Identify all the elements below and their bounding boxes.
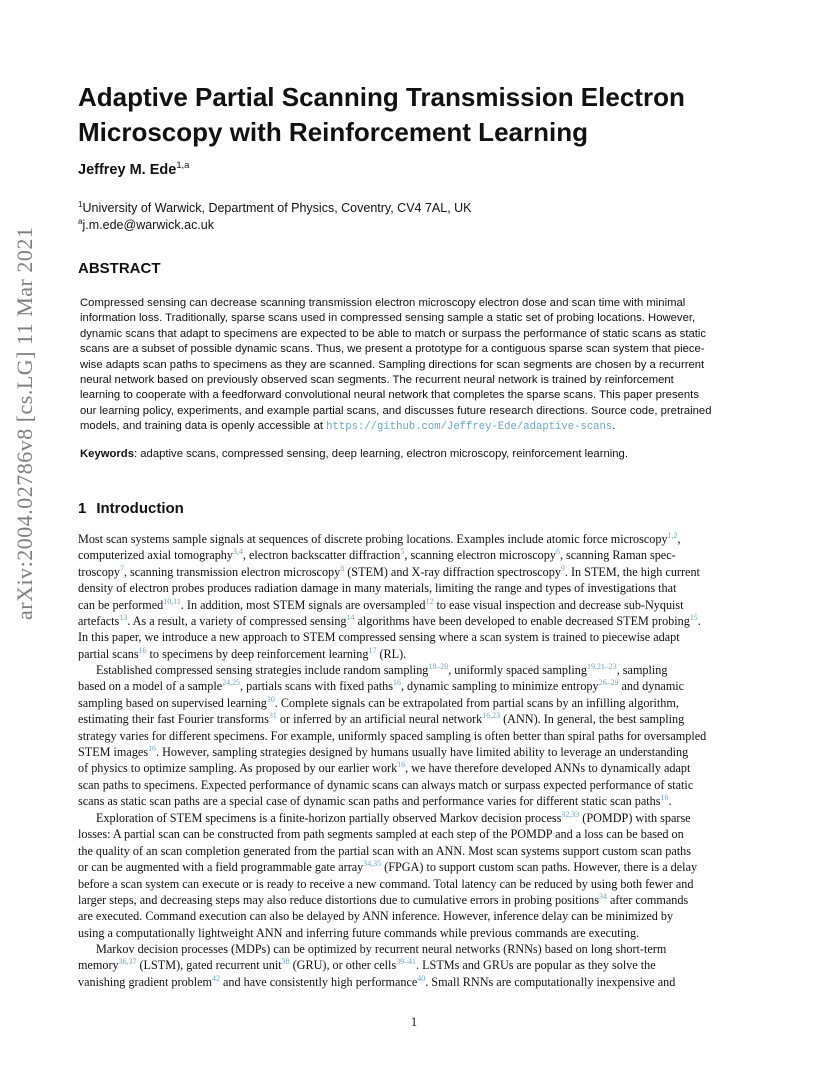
text-run: memory xyxy=(78,958,119,973)
citation-link[interactable]: 13 xyxy=(119,612,128,622)
text-line xyxy=(78,826,754,842)
citation-link[interactable]: 38 xyxy=(281,957,290,967)
text-line xyxy=(78,547,754,563)
text-run: or can be augmented with a field programmable gate array xyxy=(78,860,364,875)
text-line xyxy=(78,810,754,826)
text-line xyxy=(78,843,754,859)
text-line xyxy=(78,744,754,760)
text-run: . xyxy=(668,794,672,809)
affiliation xyxy=(78,200,472,217)
citation-link[interactable]: 8 xyxy=(340,563,345,573)
text-run: . Small RNNs are computationally inexpensive and xyxy=(425,974,676,989)
text-run: . In addition, most STEM signals are oversampled xyxy=(180,597,426,612)
text-line xyxy=(78,613,754,629)
text-line xyxy=(78,908,754,924)
text-run: . xyxy=(697,614,701,629)
text-run: vanishing gradient problem xyxy=(78,974,213,989)
text-run: larger steps, and decreasing steps may also reduce distortions due to cumulative errors in probing positions xyxy=(78,893,600,908)
citation-link[interactable]: 16 xyxy=(138,645,147,655)
text-run: , scanning electron microscopy xyxy=(404,548,556,563)
paper-title xyxy=(78,80,758,150)
affiliations xyxy=(78,200,472,234)
affiliation-email xyxy=(78,217,472,234)
keywords xyxy=(80,447,752,462)
text-line xyxy=(78,876,754,892)
text-run: , dynamic sampling to minimize entropy xyxy=(400,679,599,694)
citation-link[interactable]: 30 xyxy=(266,694,275,704)
abstract-line: Compressed sensing can decrease scanning transmission electron microscopy electron dose and scan time with minimal xyxy=(80,297,686,309)
text-run: before a scan system can execute or is ready to receive a new command. Total latency can be reduced by using both fewer and xyxy=(78,876,694,891)
text-run: Markov decision processes (MDPs) can be optimized by recurrent neural networks (RNNs) based on long short-term xyxy=(96,942,667,956)
abstract-line: information loss. Traditionally, sparse scans used in compressed sensing sample a static set of probing locations. However, xyxy=(80,312,696,325)
abstract-line: wise adapts scan paths to specimens as they are scanned. Sampling directions for scan segments are chosen by a recurrent xyxy=(80,358,705,371)
title-line: Adaptive Partial Scanning Transmission Electron xyxy=(78,82,685,112)
text-line xyxy=(78,941,754,957)
code-link[interactable]: https://github.com/Jeffrey-Ede/adaptive-scans xyxy=(326,421,613,434)
author xyxy=(78,159,190,178)
paragraph xyxy=(78,662,754,810)
text-run: , partials scans with fixed paths xyxy=(240,679,394,694)
abstract-line: dynamic scans that adapt to specimens are expected to be able to match or surpass the performance of static scans as static xyxy=(80,327,707,340)
citation-link[interactable]: 17 xyxy=(368,645,377,655)
text-line xyxy=(78,629,754,645)
paragraph xyxy=(78,531,754,662)
citation-link[interactable]: 40 xyxy=(417,973,426,983)
text-run: and dynamic xyxy=(618,679,685,694)
text-line xyxy=(78,892,754,908)
text-line xyxy=(78,695,754,711)
text-run: after commands xyxy=(606,893,689,908)
abstract-line: scans are a subset of possible dynamic scans. Thus, we present a prototype for a contiguous sparse scan system that piece- xyxy=(80,343,705,356)
paragraph xyxy=(78,941,754,990)
citation-link[interactable]: 3,4 xyxy=(233,547,243,557)
text-run: . However, sampling strategies designed by humans usually have limited ability to leverage an understanding xyxy=(156,745,689,760)
arxiv-stamp: arXiv:2004.02786v8 [cs.LG] 11 Mar 2021 xyxy=(12,226,37,620)
text-run: scans as static scan paths are a special case of dynamic scan paths and performance varies for different static scan paths xyxy=(78,794,661,809)
text-run: . As a result, a variety of compressed sensing xyxy=(127,614,347,629)
text-line xyxy=(78,957,754,973)
text-line xyxy=(78,793,754,809)
email-text: j.m.ede@warwick.ac.uk xyxy=(82,218,214,232)
text-line xyxy=(78,974,754,990)
keywords-label: Keywords xyxy=(80,448,134,460)
text-line xyxy=(78,859,754,875)
citation-link[interactable]: 16 xyxy=(660,793,669,803)
text-run: (LSTM), gated recurrent unit xyxy=(136,958,282,973)
text-run: Exploration of STEM specimens is a finite-horizon partially observed Markov decision process xyxy=(96,811,562,825)
text-run: sampling based on supervised learning xyxy=(78,695,267,710)
text-line xyxy=(78,564,754,580)
section-heading-introduction xyxy=(78,500,184,517)
text-run: scan paths to specimens. Expected performance of dynamic scans can always match or surpass expected performance of static xyxy=(78,777,694,792)
text-run: In this paper, we introduce a new approach to STEM compressed sensing where a scan system is trained to piecewise adapt xyxy=(78,630,680,645)
text-run: using a computationally lightweight ANN and inferring future commands while previous commands are executing. xyxy=(78,925,640,940)
citation-link[interactable]: 26–29 xyxy=(598,678,619,688)
text-run: , uniformly spaced sampling xyxy=(448,663,587,677)
text-run: algorithms have been developed to enable decreased STEM probing xyxy=(354,614,690,629)
author-sup: 1,a xyxy=(176,159,190,171)
text-run: or inferred by an artificial neural network xyxy=(276,712,483,727)
abstract-text: . xyxy=(612,420,616,433)
text-run: estimating their fast Fourier transforms xyxy=(78,712,269,727)
abstract-text: models, and training data is openly accessible at xyxy=(80,420,327,433)
text-run: partial scans xyxy=(78,646,139,661)
text-run: artefacts xyxy=(78,614,120,629)
text-run: based on a model of a sample xyxy=(78,679,223,694)
abstract-body xyxy=(80,296,752,436)
text-line xyxy=(78,760,754,776)
author-name: Jeffrey M. Ede xyxy=(78,162,177,178)
citation-link[interactable]: 12 xyxy=(425,596,434,606)
text-run: , scanning Raman spec- xyxy=(559,548,676,563)
citation-link[interactable]: 6 xyxy=(555,547,560,557)
citation-link[interactable]: 34 xyxy=(599,891,607,901)
citation-link[interactable]: 31 xyxy=(268,711,277,721)
text-run: (STEM) and X-ray diffraction spectroscopy xyxy=(344,564,561,579)
page-number: 1 xyxy=(410,1015,418,1029)
text-run: and have consistently high performance xyxy=(219,974,418,989)
affiliation-sup: a xyxy=(78,216,83,226)
text-run: (FPGA) to support custom scan paths. However, there is a delay xyxy=(381,860,698,875)
text-run: density of electron probes produces radiation damage in many materials, limiting the range and types of investigations that xyxy=(78,581,677,596)
title-line: Microscopy with Reinforcement Learning xyxy=(78,117,588,147)
text-run: to ease visual inspection and decrease sub-Nyquist xyxy=(433,597,684,612)
text-run: the quality of an scan completion generated from the partial scan with an ANN. Most scan systems support custom scan paths xyxy=(78,843,691,858)
text-run: strategy varies for different specimens. For example, uniformly spaced sampling is often better than spiral paths for oversampled xyxy=(78,728,707,743)
text-line xyxy=(78,777,754,793)
citation-link[interactable]: 18–20 xyxy=(428,661,449,671)
text-run: (RL). xyxy=(376,646,407,661)
text-run: Most scan systems sample signals at sequences of discrete probing locations. Examples include atomic force microscopy xyxy=(78,532,668,546)
text-run: of physics to optimize sampling. As proposed by our earlier work xyxy=(78,761,398,776)
section-number: 1 xyxy=(78,500,87,517)
affiliation-text: University of Warwick, Department of Physics, Coventry, CV4 7AL, UK xyxy=(82,201,472,215)
citation-link[interactable]: 34,35 xyxy=(363,859,382,869)
text-line xyxy=(78,662,754,678)
text-line xyxy=(78,531,754,547)
citation-link[interactable]: 39–41 xyxy=(396,957,416,967)
affiliation-sup: 1 xyxy=(78,199,83,209)
citation-link[interactable]: 14 xyxy=(346,612,355,622)
text-line xyxy=(78,678,754,694)
citation-link[interactable]: 16 xyxy=(148,743,156,753)
citation-link[interactable]: 1,2 xyxy=(667,530,678,540)
text-run: (GRU), or other cells xyxy=(289,958,397,973)
citation-link[interactable]: 16 xyxy=(397,760,406,770)
text-run: . LSTMs and GRUs are popular as they solve the xyxy=(416,958,656,973)
text-run: to specimens by deep reinforcement learning xyxy=(146,646,369,661)
citation-link[interactable]: 19,21–23 xyxy=(586,661,617,671)
text-run: computerized axial tomography xyxy=(78,548,233,563)
paragraph xyxy=(78,810,754,941)
citation-link[interactable]: 5 xyxy=(400,547,405,557)
abstract-heading: ABSTRACT xyxy=(78,260,161,277)
abstract-line: neural network based on previously observed scan segments. The recurrent neural network is trained by reinforcement xyxy=(80,374,674,387)
text-run: losses: A partial scan can be constructed from path segments sampled at each step of the POMDP and a loss can be based on xyxy=(78,827,684,842)
text-run: (ANN). In general, the best sampling xyxy=(500,712,685,727)
text-run: , sampling xyxy=(616,663,668,677)
text-line xyxy=(78,646,754,662)
citation-link[interactable]: 9 xyxy=(560,563,565,573)
text-run: STEM images xyxy=(78,745,149,760)
citation-link[interactable]: 42 xyxy=(212,973,220,983)
text-run: , xyxy=(677,532,681,546)
citation-link[interactable]: 15 xyxy=(689,612,698,622)
text-run: , we have therefore developed ANNs to dynamically adapt xyxy=(405,761,691,776)
text-run: . In STEM, the high current xyxy=(564,564,700,579)
abstract-line: learning to cooperate with a feedforward convolutional neural network that completes the sparse scans. This paper presents xyxy=(80,389,699,402)
citation-link[interactable]: 36,37 xyxy=(118,957,137,967)
text-run: can be performed xyxy=(78,597,164,612)
citation-link[interactable]: 16,23 xyxy=(482,711,501,721)
text-line xyxy=(78,597,754,613)
text-line xyxy=(78,728,754,744)
citation-link[interactable]: 7 xyxy=(119,563,124,573)
abstract-line: our learning policy, experiments, and example partial scans, and discusses future research directions. Source code, pretrained xyxy=(80,404,712,417)
text-line xyxy=(78,580,754,596)
text-run: Established compressed sensing strategies include random sampling xyxy=(96,663,429,677)
text-run: (POMDP) with sparse xyxy=(579,811,691,825)
section-title: Introduction xyxy=(96,500,184,517)
text-line xyxy=(78,711,754,727)
text-run: are executed. Command execution can also be delayed by ANN inference. However, inference delay can be minimized by xyxy=(78,909,674,924)
abstract-last-line xyxy=(80,419,752,435)
text-run: troscopy xyxy=(78,564,120,579)
text-line xyxy=(78,925,754,941)
citation-link[interactable]: 10,11 xyxy=(163,596,181,606)
citation-link[interactable]: 16 xyxy=(393,678,401,688)
citation-link[interactable]: 24,25 xyxy=(222,678,241,688)
keywords-text: : adaptive scans, compressed sensing, deep learning, electron microscopy, reinforcement learning. xyxy=(134,448,628,460)
text-run: . Complete signals can be extrapolated from partial scans by an infilling algorithm, xyxy=(274,695,679,710)
text-run: , scanning transmission electron microscopy xyxy=(123,564,341,579)
citation-link[interactable]: 32,33 xyxy=(561,809,580,819)
text-run: , electron backscatter diffraction xyxy=(242,548,401,563)
